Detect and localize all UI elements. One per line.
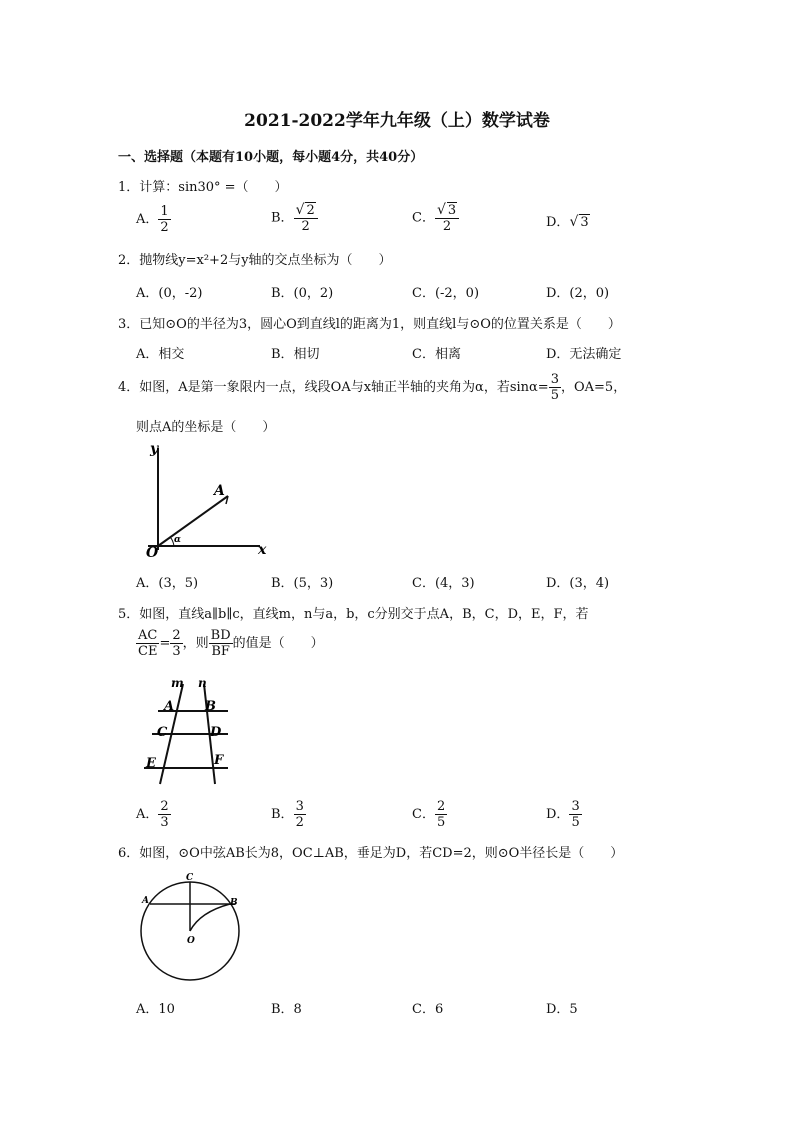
q6-option-b[interactable]: B．8: [271, 1002, 302, 1017]
question-2-stem: 2．抛物线y=x²+2与y轴的交点坐标为（ ）: [118, 253, 392, 268]
question-4-stem-line2: 则点A的坐标是（ ）: [136, 420, 276, 435]
fig-label-F: F: [214, 753, 224, 768]
q2-option-b[interactable]: B．(0，2): [271, 286, 334, 301]
q1-option-a[interactable]: A． $\frac{1}{2}$: [136, 204, 169, 235]
fig-label-C: C: [186, 873, 194, 883]
q5-option-c[interactable]: C． $\frac{2}{5}$: [412, 799, 446, 830]
fraction: $\frac{√ 3}{2}$: [435, 202, 459, 234]
q3-option-a[interactable]: A．相交: [136, 347, 185, 362]
section-heading: 一、选择题（本题有10小题，每小题4分，共40分）: [118, 150, 424, 165]
segment-ob: [190, 904, 230, 931]
fraction: $\frac{3}{5}$: [571, 799, 580, 830]
q1-option-b[interactable]: B． $\frac{√ 2}{2}$: [271, 202, 318, 234]
question-3-stem: 3．已知⊙O的半径为3，圆心O到直线l的距离为1，则直线l与⊙O的位置关系是（ ）: [118, 317, 621, 332]
fraction: $\frac{3}{2}$: [295, 799, 304, 830]
fig-label-D: D: [210, 725, 222, 740]
fig-label-n: n: [198, 676, 207, 690]
fig-label-x: x: [258, 542, 267, 558]
q4-option-d[interactable]: D．(3，4): [546, 576, 610, 591]
fraction: $\frac{2}{3}$: [160, 799, 169, 830]
fig-label-A: A: [164, 699, 175, 714]
q5-option-d[interactable]: D． $\frac{3}{5}$: [546, 799, 580, 830]
fig-label-B: B: [230, 898, 238, 908]
segment-oa: [158, 496, 228, 546]
q6-option-c[interactable]: C．6: [412, 1002, 444, 1017]
q4-option-a[interactable]: A．(3，5): [136, 576, 199, 591]
q6-option-a[interactable]: A．10: [136, 1002, 175, 1017]
q2-option-c[interactable]: C．(-2，0): [412, 286, 480, 301]
question-5-stem-line2: $\frac{AC}{CE}$ = $\frac{2}{3}$ ，则 $\frac{BD}{BF}$ 的值是（ ）: [138, 628, 324, 659]
fig-label-B: B: [205, 699, 216, 714]
fig-label-m: m: [171, 676, 184, 690]
fraction: $\frac{AC}{CE}$: [138, 628, 158, 659]
fig-label-E: E: [146, 756, 156, 771]
q5-option-b[interactable]: B． $\frac{3}{2}$: [271, 799, 304, 830]
q4-option-b[interactable]: B．(5，3): [271, 576, 334, 591]
fraction: $\frac{1}{2}$: [160, 204, 169, 235]
fig-label-C: C: [157, 725, 168, 740]
q2-option-d[interactable]: D．(2，0): [546, 286, 610, 301]
question-1-stem: 1．计算：sin30° =（ ）: [118, 180, 288, 195]
q3-option-d[interactable]: D．无法确定: [546, 347, 622, 362]
q3-option-c[interactable]: C．相离: [412, 347, 461, 362]
q5-option-a[interactable]: A． $\frac{2}{3}$: [136, 799, 169, 830]
fig-label-A: A: [142, 896, 149, 906]
q1-option-c[interactable]: C． $\frac{√ 3}{2}$: [412, 202, 459, 234]
q6-option-d[interactable]: D．5: [546, 1002, 578, 1017]
q1-option-d[interactable]: D．√ 3: [546, 214, 589, 230]
page-title: 2021-2022学年九年级（上）数学试卷: [244, 111, 550, 131]
fig-label-y: y: [150, 441, 159, 457]
q4-coordinate-figure: [140, 440, 275, 560]
q3-option-b[interactable]: B．相切: [271, 347, 320, 362]
question-6-stem: 6．如图，⊙O中弦AB长为8，OC⊥AB，垂足为D，若CD=2，则⊙O半径长是（ ）: [118, 846, 624, 861]
fraction: $\frac{2}{3}$: [172, 628, 181, 659]
fraction: $\frac{3}{5}$: [550, 372, 559, 403]
fraction: $\frac{BD}{BF}$: [210, 628, 231, 659]
q4-option-c[interactable]: C．(4，3): [412, 576, 475, 591]
fraction: $\frac{√ 2}{2}$: [294, 202, 318, 234]
fig-label-a: A: [214, 483, 225, 499]
fig-label-o: O: [146, 545, 159, 561]
q2-option-a[interactable]: A．(0，-2): [136, 286, 203, 301]
fig-label-alpha: α: [174, 535, 181, 545]
q5-parallel-lines-figure: [140, 676, 240, 786]
question-4-stem: 4．如图，A是第一象限内一点，线段OA与x轴正半轴的夹角为α，若sinα= $\frac{3}{5}$ ，OA=5，: [118, 372, 627, 403]
question-5-stem: 5．如图，直线a∥b∥c，直线m，n与a，b，c分别交于点A，B，C，D，E，F，若: [118, 607, 589, 622]
fig-label-O: O: [187, 936, 195, 946]
fraction: $\frac{2}{5}$: [436, 799, 446, 830]
q6-circle-figure: [140, 870, 245, 990]
